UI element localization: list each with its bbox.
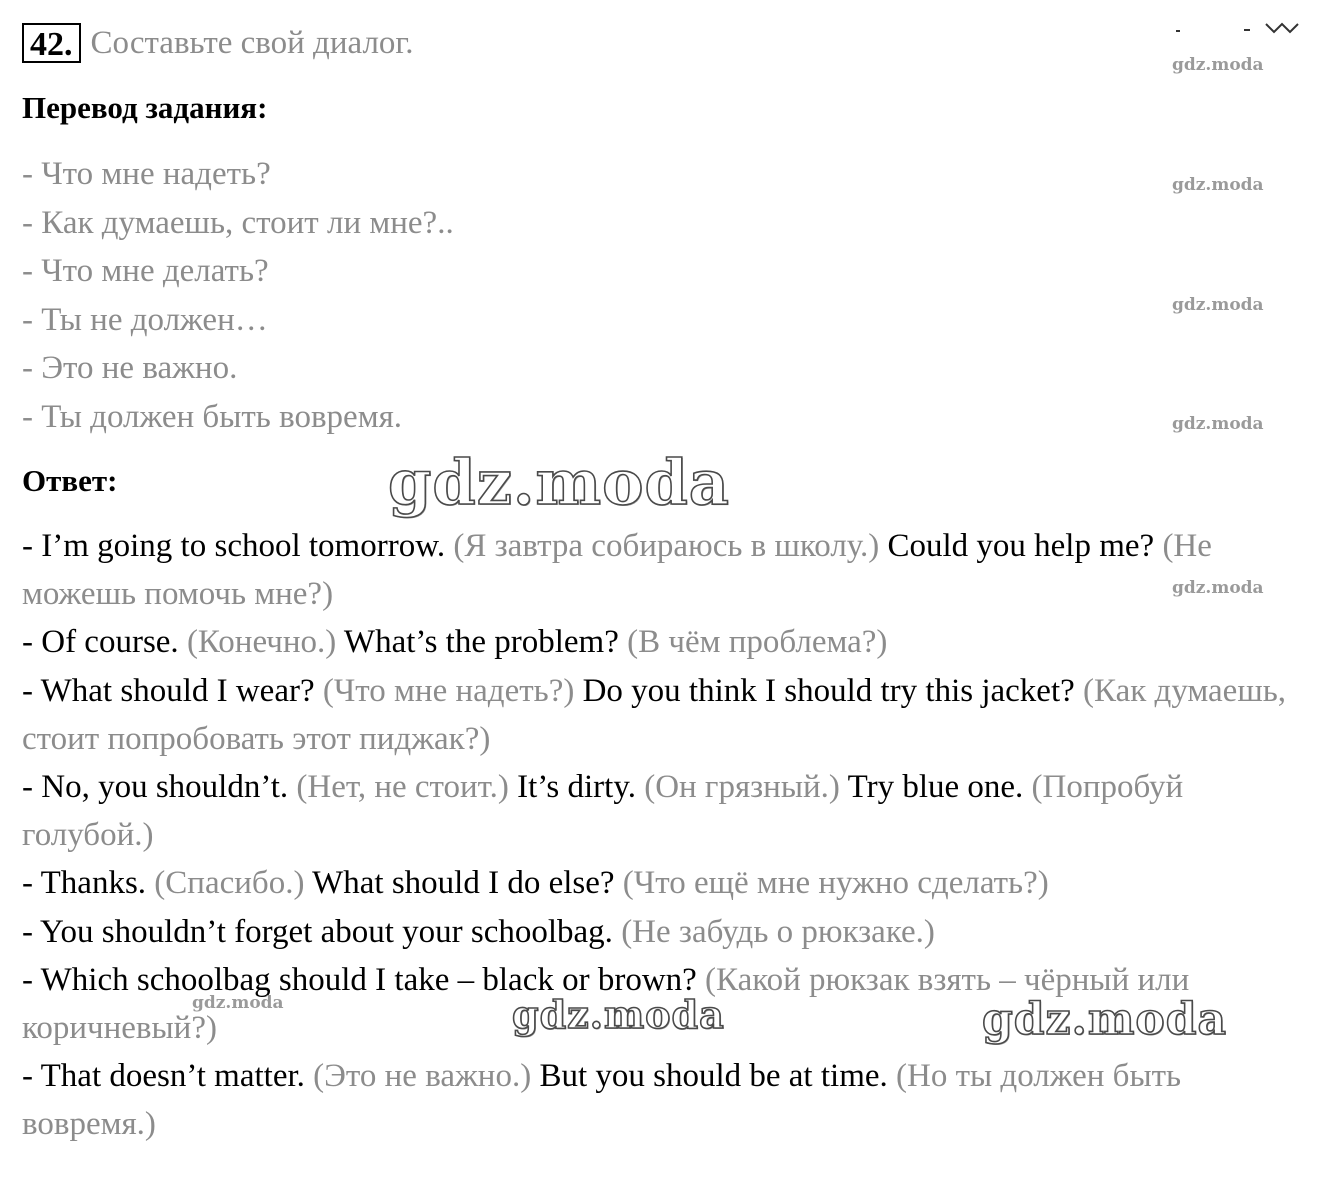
- corner-scan-mark: [1084, 20, 1304, 34]
- dialogue-english: Could you help me?: [879, 528, 1163, 564]
- dialogue-english: - That doesn’t matter.: [22, 1058, 314, 1095]
- translation-line: - Что мне надеть?: [22, 156, 271, 192]
- dialogue-line: [22, 618, 1307, 666]
- watermark-small: gdz.moda: [1172, 578, 1264, 598]
- watermark-small: gdz.moda: [1172, 55, 1264, 75]
- dialogue-translation: (Что мне надеть?): [322, 672, 575, 709]
- dialogue-english: What should I do else?: [304, 865, 623, 902]
- dialogue-line: [22, 667, 1307, 763]
- task-header: [22, 20, 413, 66]
- dialogue-translation: (Не забудь о рюкзаке.): [621, 913, 935, 950]
- watermark-large: gdz.moda: [982, 994, 1228, 1045]
- dialogue-line: [22, 522, 1307, 618]
- dialogue-english: - What should I wear?: [22, 672, 323, 709]
- translation-line: - Ты должен быть вовремя.: [22, 398, 402, 435]
- translation-line: - Что мне делать?: [22, 253, 269, 289]
- dialogue-translation: (Но ты должен быть вовремя.): [22, 1058, 1182, 1143]
- dialogue-translation: (Спасибо.): [154, 865, 305, 902]
- dialogue-english: - Thanks.: [22, 865, 155, 902]
- dialogue-english: What’s the problem?: [336, 624, 628, 661]
- dialogue-translation: (Не можешь помочь мне?): [22, 528, 1212, 613]
- dialogue-translation: (Он грязный.): [644, 769, 840, 806]
- dialogue-english: - I’m going to school tomorrow.: [22, 528, 454, 564]
- watermark-small: gdz.moda: [1172, 295, 1264, 315]
- dialogue-translation: (Как думаешь, стоит попробовать этот пиджак?): [22, 672, 1287, 757]
- watermark-small: gdz.moda: [192, 993, 284, 1013]
- dialogue-english: It’s dirty.: [508, 769, 645, 806]
- dialogue-english: Do you think I should try this jacket?: [574, 672, 1084, 709]
- dialogue-english: - Which schoolbag should I take – black or brown?: [22, 961, 706, 998]
- dialogue-english: But you should be at time.: [531, 1058, 897, 1095]
- dialogue-english: - Of course.: [22, 624, 187, 661]
- translation-list: [22, 150, 1122, 441]
- dialogue-translation: (Попробуй голубой.): [22, 769, 1184, 854]
- answer-title: Ответ:: [22, 463, 118, 498]
- dialogue-line: [22, 908, 1307, 956]
- dialogue-line: [22, 763, 1307, 859]
- dialogue-english: - No, you shouldn’t.: [22, 769, 297, 806]
- answer-dialogue: [22, 522, 1307, 1149]
- translation-line: - Ты не должен…: [22, 301, 268, 338]
- watermark-large: gdz.moda: [512, 992, 725, 1037]
- dialogue-translation: (В чём проблема?): [627, 624, 888, 661]
- dialogue-translation: (Это не важно.): [313, 1058, 532, 1095]
- dialogue-translation: (Нет, не стоит.): [296, 769, 509, 806]
- task-number: 42.: [22, 23, 81, 63]
- dialogue-english: Try blue one.: [839, 769, 1032, 806]
- dialogue-translation: (Я завтра собираюсь в школу.): [453, 528, 880, 564]
- translation-line: - Это не важно.: [22, 350, 238, 386]
- watermark-large: gdz.moda: [388, 446, 730, 519]
- dialogue-translation: (Какой рюкзак взять – чёрный или коричневый?): [22, 961, 1190, 1047]
- dialogue-line: [22, 859, 1307, 907]
- translation-title: Перевод задания:: [22, 90, 268, 125]
- watermark-small: gdz.moda: [1172, 175, 1264, 195]
- dialogue-line: [22, 1052, 1307, 1148]
- dialogue-english: - You shouldn’t forget about your schoolbag.: [22, 913, 622, 950]
- task-instruction: Составьте свой диалог.: [90, 25, 414, 61]
- dialogue-translation: (Конечно.): [186, 624, 337, 661]
- translation-line: - Как думаешь, стоит ли мне?..: [22, 204, 454, 241]
- watermark-small: gdz.moda: [1172, 414, 1264, 434]
- dialogue-translation: (Что ещё мне нужно сделать?): [622, 865, 1049, 902]
